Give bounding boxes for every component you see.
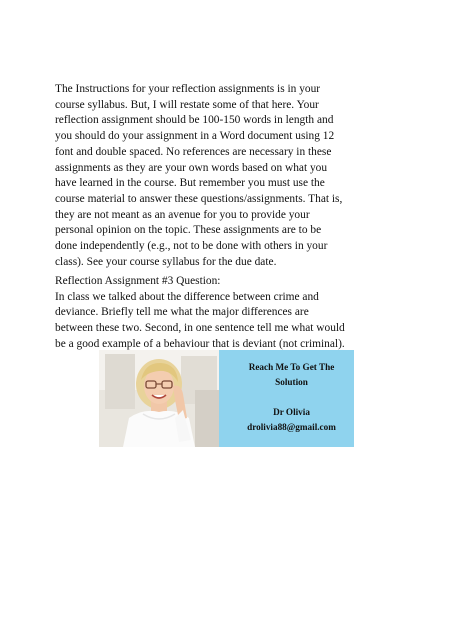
question-paragraph — [55, 274, 405, 353]
smiling-woman-photo-icon — [99, 350, 219, 447]
question-heading: Reflection Assignment #3 Question: — [55, 275, 221, 287]
text-line: class). See your course syllabus for the due date. — [55, 255, 277, 268]
text-line: personal opinion on the topic. These assignments are to be — [55, 224, 322, 237]
promo-banner[interactable] — [99, 350, 354, 447]
text-line: font and double spaced. No references are necessary in these — [55, 145, 332, 158]
text-line: be a good example of a behaviour that is deviant (not criminal). — [55, 337, 345, 350]
text-line: you should do your assignment in a Word document using 12 — [55, 130, 335, 143]
text-line: reflection assignment should be 100-150 words in length and — [55, 114, 334, 127]
instructions-paragraph — [55, 82, 405, 270]
text-line: assignments as they are your own words based on what you — [55, 161, 328, 174]
promo-line-2: Solution — [275, 377, 308, 387]
text-line: they are not meant as an avenue for you to provide your — [55, 208, 310, 221]
promo-name: Dr Olivia — [273, 407, 310, 417]
promo-line-1: Reach Me To Get The — [248, 362, 335, 372]
text-line: done independently (e.g., not to be done with others in your — [55, 240, 328, 253]
promo-text — [229, 350, 354, 447]
text-line: course syllabus. But, I will restate some of that here. Your — [55, 98, 319, 111]
text-line: course material to answer these questions/assignments. That is, — [55, 192, 343, 205]
text-line: have learned in the course. But remember you must use the — [55, 177, 325, 190]
text-line: between these two. Second, in one sentence tell me what would — [55, 322, 345, 335]
text-line: In class we talked about the difference between crime and — [55, 290, 319, 303]
promo-email-link[interactable]: drolivia88@gmail.com — [247, 422, 336, 432]
text-line: deviance. Briefly tell me what the major differences are — [55, 306, 309, 319]
text-line: The Instructions for your reflection assignments is in your — [55, 83, 321, 95]
